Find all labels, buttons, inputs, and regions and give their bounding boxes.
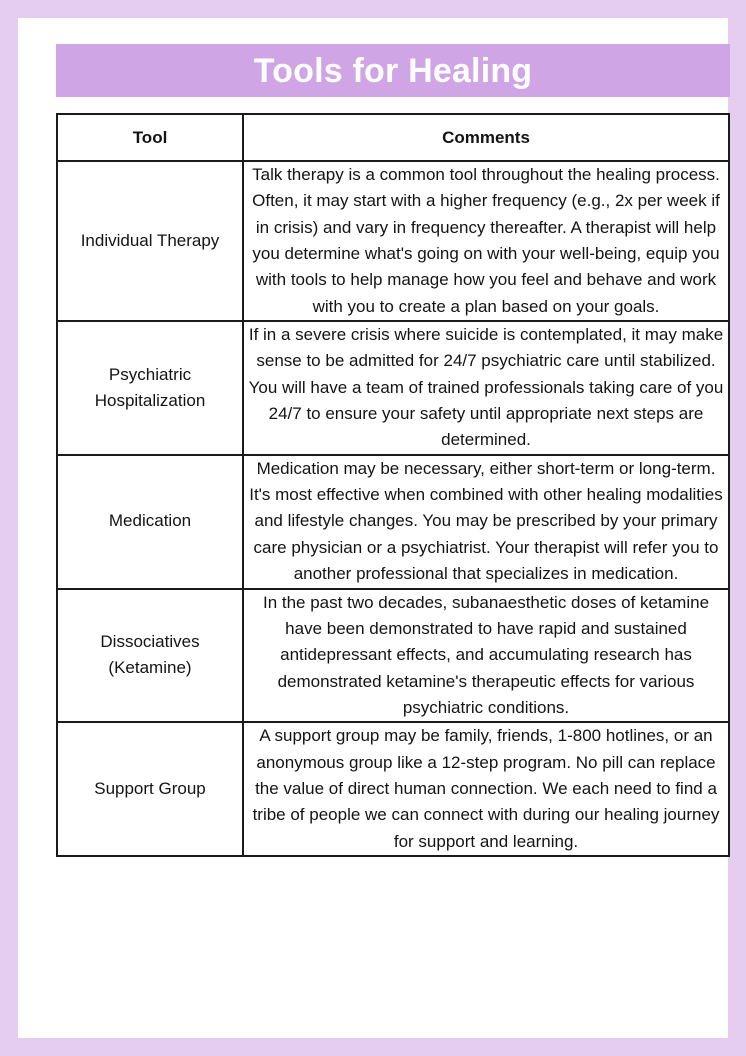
table-body	[57, 161, 729, 856]
tool-comments-cell: In the past two decades, subanaesthetic doses of ketamine have been demonstrated to have rapid and sustained antidepressant effects, and accumulating research has demonstrated ketamine's therapeutic effects for various psychiatric conditions.	[243, 589, 729, 723]
table-row	[57, 161, 729, 321]
column-header-comments: Comments	[243, 114, 729, 161]
table-row	[57, 321, 729, 455]
tool-name-cell: Medication	[57, 455, 243, 589]
table-row	[57, 455, 729, 589]
table-row	[57, 722, 729, 856]
page-frame	[18, 18, 728, 1038]
tool-comments-cell: Medication may be necessary, either short-term or long-term. It's most effective when combined with other healing modalities and lifestyle changes. You may be prescribed by your primary care physician or a psychiatrist. Your therapist will refer you to another professional that specializes in medication.	[243, 455, 729, 589]
tool-comments-cell: If in a severe crisis where suicide is contemplated, it may make sense to be admitted for 24/7 psychiatric care until stabilized. You will have a team of trained professionals taking care of you 24/7 to ensure your safety until appropriate next steps are determined.	[243, 321, 729, 455]
tool-comments-cell: A support group may be family, friends, 1-800 hotlines, or an anonymous group like a 12-step program. No pill can replace the value of direct human connection. We each need to find a tribe of people we can connect with during our healing journey for support and learning.	[243, 722, 729, 856]
tool-comments-cell: Talk therapy is a common tool throughout the healing process. Often, it may start with a higher frequency (e.g., 2x per week if in crisis) and vary in frequency thereafter. A therapist will help you determine what's going on with your well-being, equip you with tools to help manage how you feel and behave and work with you to create a plan based on your goals.	[243, 161, 729, 321]
tool-name-cell: Dissociatives (Ketamine)	[57, 589, 243, 723]
table-row	[57, 589, 729, 723]
tool-name-cell: Psychiatric Hospitalization	[57, 321, 243, 455]
column-header-tool: Tool	[57, 114, 243, 161]
title-banner	[56, 44, 730, 97]
page-title: Tools for Healing	[253, 51, 533, 90]
tool-name-cell: Support Group	[57, 722, 243, 856]
tools-for-healing-table	[56, 113, 730, 857]
tool-name-cell: Individual Therapy	[57, 161, 243, 321]
table-header-row	[57, 114, 729, 161]
